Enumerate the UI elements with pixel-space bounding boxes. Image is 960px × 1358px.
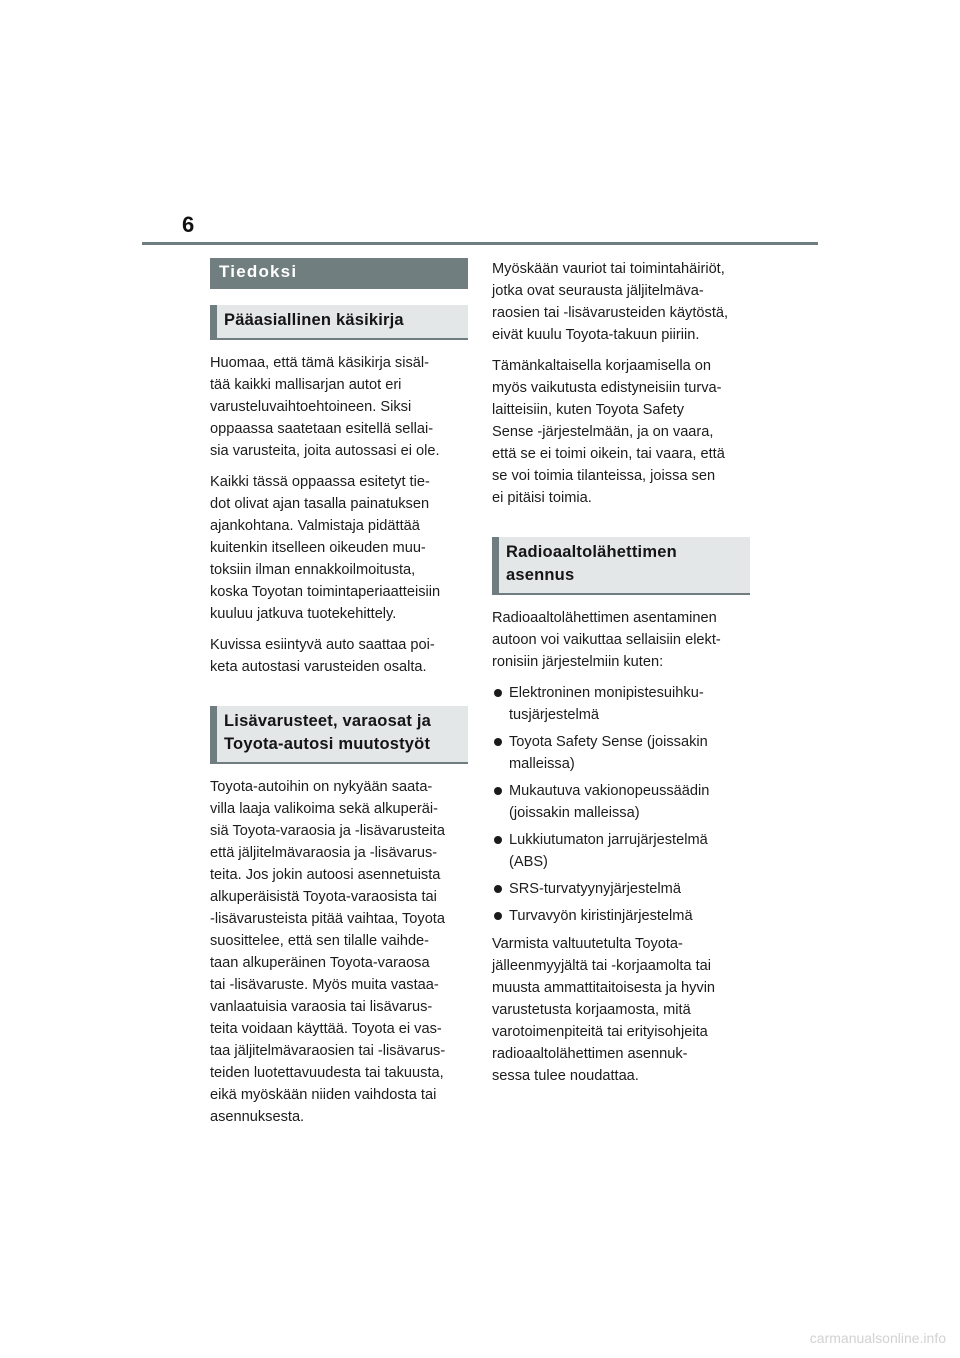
paragraph: Myöskään vauriot tai toimintahäiriöt, jotka ovat seurausta jäljitelmäva- raosien tai -lisävarusteiden käytöstä, eivät kuulu Toyota-takuun piiriin. (492, 261, 729, 343)
bullet-list (492, 682, 750, 927)
header-rule (142, 242, 818, 245)
footer-watermark: carmanualsonline.info (809, 1330, 946, 1346)
paragraph: Varmista valtuutetulta Toyota- jälleenmyyjältä tai -korjaamolta tai muusta ammattitaitoisesta ja hyvin varustetusta korjaamosta, mitä varotoimenpiteitä tai erityisohjeita radioaaltolähettimen asennuk- sessa tulee noudattaa. (492, 936, 716, 1084)
left-column (210, 258, 468, 1137)
list-item: Toyota Safety Sense (joissakin malleissa) (492, 731, 750, 775)
paragraph: Tämänkaltaisella korjaamisella on myös vaikutusta edistyneisiin turva- laitteisiin, kuten Toyota Safety Sense -järjestelmään, ja on vaara, että se ei toimi oikein, tai vaara, että se voi toimia tilanteissa, joissa sen ei pitäisi toimia. (492, 358, 725, 506)
list-item: SRS-turvatyynyjärjestelmä (492, 878, 750, 900)
list-item: Mukautuva vakionopeussäädin (joissakin malleissa) (492, 780, 750, 824)
list-item: Elektroninen monipistesuihku- tusjärjestelmä (492, 682, 750, 726)
list-item: Lukkiutumaton jarrujärjestelmä (ABS) (492, 829, 750, 873)
page-number: 6 (182, 212, 195, 237)
paragraph: Toyota-autoihin on nykyään saata- villa laaja valikoima sekä alkuperäi- siä Toyota-varaosia ja -lisävarusteita että jäljitelmävaraosia ja -lisävarus- teita. Jos jokin autoosi asennetuista alkuperäisistä Toyota-varaosista tai -lisävarusteista pitää vaihtaa, Toyota suosittelee, että sen tilalle vaihde- taan alkuperäinen Toyota-varaosa tai -lisävaruste. Myös muita vastaa- vanlaatuisia varaosia tai lisävarus- teita voidaan käyttää. Toyota ei vas- taa jäljitelmävaraosien tai -lisävarus- teiden luotettavuudesta tai takuusta, eikä myöskään niiden vaihdosta tai asennuksesta. (210, 779, 446, 1125)
heading-accessories: Lisävarusteet, varaosat ja Toyota-autosi muutostyöt (210, 706, 468, 764)
list-item: Turvavyön kiristinjärjestelmä (492, 905, 750, 927)
paragraph: Kaikki tässä oppaassa esitetyt tie- dot olivat ajan tasalla painatuksen ajankohtana. Valmistaja pidättää kuitenkin itselleen oikeuden muu- toksiin ilman ennakkoilmoitusta, koska Toyotan toimintaperiaatteisiin kuuluu jatkuva tuotekehittely. (210, 474, 441, 622)
paragraph: Radioaaltolähettimen asentaminen autoon voi vaikuttaa sellaisiin elekt- ronisiin järjestelmiin kuten: (492, 610, 721, 670)
heading-radio-transmitter: Radioaaltolähettimen asennus (492, 537, 750, 595)
section-banner: Tiedoksi (210, 258, 468, 289)
heading-main-manual: Pääasiallinen käsikirja (210, 305, 468, 340)
paragraph: Huomaa, että tämä käsikirja sisäl- tää kaikki mallisarjan autot eri varusteluvaihtoehtoineen. Siksi oppaassa saatetaan esitellä sellai- sia varusteita, joita autossasi ei ole. (210, 355, 440, 459)
right-column (492, 258, 750, 1096)
paragraph: Kuvissa esiintyvä auto saattaa poi- keta autostasi varusteiden osalta. (210, 637, 435, 675)
